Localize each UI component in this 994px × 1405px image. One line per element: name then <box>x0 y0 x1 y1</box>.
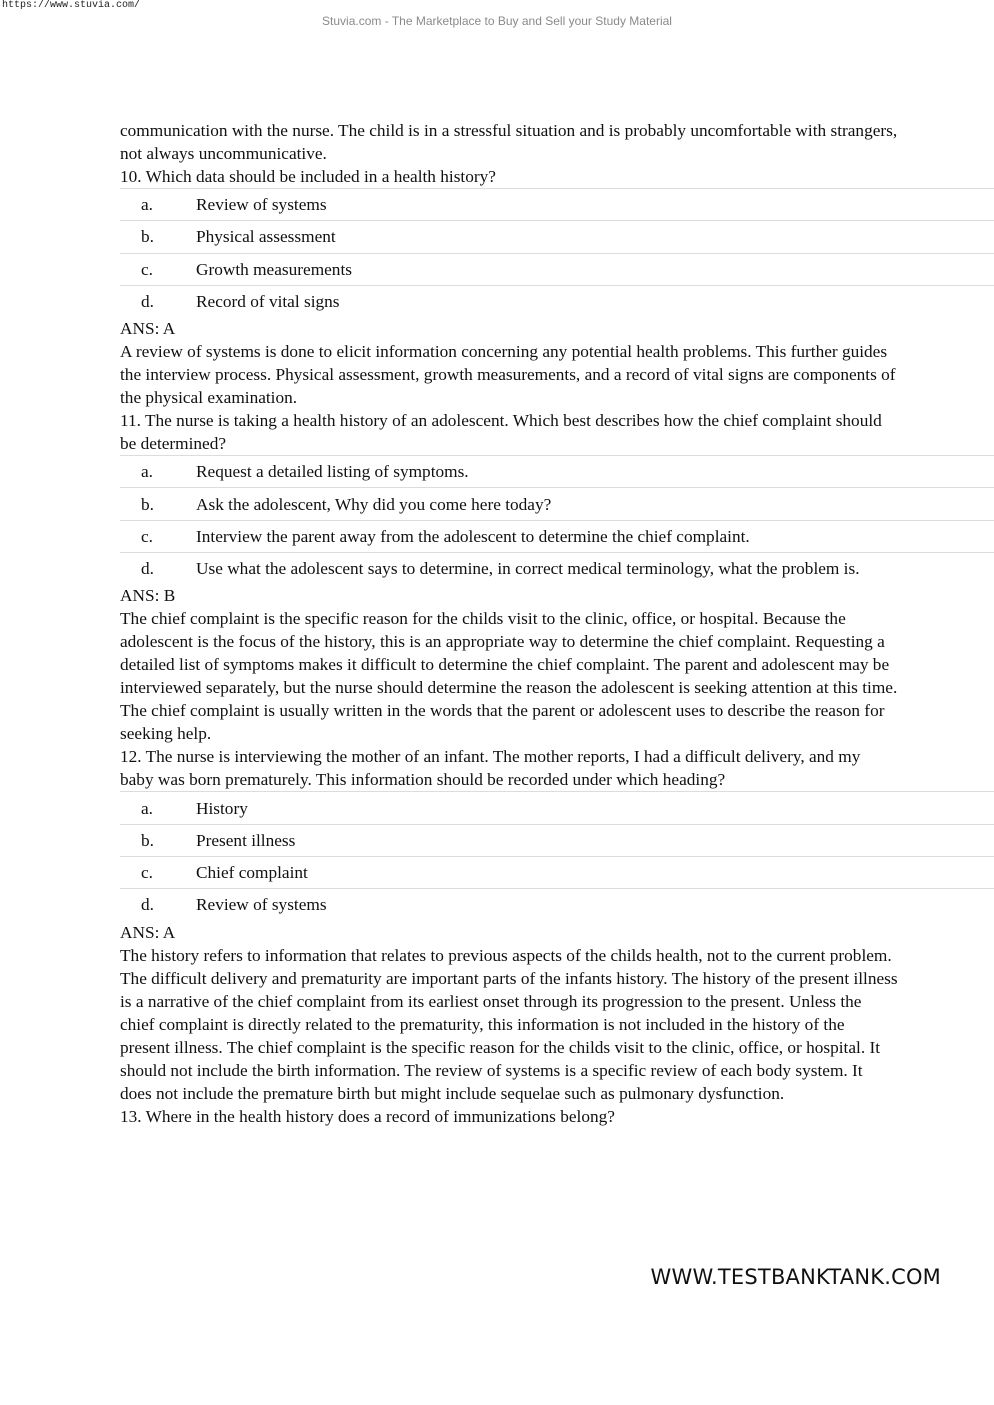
option-text: Record of vital signs <box>196 292 340 312</box>
option-text: Chief complaint <box>196 863 308 883</box>
option-text: Request a detailed listing of symptoms. <box>196 462 469 482</box>
option-text: Review of systems <box>196 895 327 915</box>
option-letter: c. <box>141 259 153 279</box>
option-text: Present illness <box>196 830 296 850</box>
option-row <box>120 888 994 920</box>
option-row <box>120 455 994 487</box>
footer-watermark: WWW.TESTBANKTANK.COM <box>650 1265 941 1289</box>
option-letter: a. <box>141 798 153 818</box>
answer-10: ANS: A <box>120 319 176 339</box>
option-letter: c. <box>141 863 153 883</box>
question-10: 10. Which data should be included in a health history? <box>120 167 496 186</box>
intro-text: communication with the nurse. The child is in a stressful situation and is probably uncomfortable with strangers, not always uncommunicative. <box>120 121 898 163</box>
option-letter: d. <box>141 895 154 915</box>
option-text: Physical assessment <box>196 227 336 247</box>
option-row <box>120 791 994 823</box>
question-10-options <box>120 188 994 317</box>
option-row <box>120 856 994 888</box>
site-header-title: Stuvia.com - The Marketplace to Buy and Sell your Study Material <box>322 14 672 28</box>
answer-11: ANS: B <box>120 586 176 606</box>
option-text: Use what the adolescent says to determine, in correct medical terminology, what the problem is. <box>196 559 860 579</box>
document-content <box>120 119 994 1128</box>
option-letter: d. <box>141 292 154 312</box>
option-letter: c. <box>141 526 153 546</box>
option-letter: a. <box>141 462 153 482</box>
option-text: Interview the parent away from the adolescent to determine the chief complaint. <box>196 526 750 546</box>
answer-12: ANS: A <box>120 922 176 942</box>
option-text: Growth measurements <box>196 259 352 279</box>
option-row <box>120 285 994 317</box>
option-row <box>120 520 994 552</box>
option-row <box>120 188 994 220</box>
option-letter: d. <box>141 559 154 579</box>
option-text: Ask the adolescent, Why did you come here today? <box>196 494 552 514</box>
question-12: 12. The nurse is interviewing the mother of an infant. The mother reports, I had a difficult delivery, and my baby was born prematurely. This information should be recorded under which heading? <box>120 747 861 790</box>
option-row <box>120 552 994 584</box>
question-12-options <box>120 791 994 920</box>
option-text: Review of systems <box>196 195 327 215</box>
option-letter: b. <box>141 494 154 514</box>
option-text: History <box>196 798 248 818</box>
option-letter: a. <box>141 195 153 215</box>
option-row <box>120 220 994 252</box>
option-letter: b. <box>141 830 154 850</box>
option-row <box>120 253 994 285</box>
option-letter: b. <box>141 227 154 247</box>
rationale-10: A review of systems is done to elicit information concerning any potential health problems. This further guides the interview process. Physical assessment, growth measurements, and a record of vital signs are components of the physical examination. <box>120 342 896 408</box>
question-11-options <box>120 455 994 584</box>
option-row <box>120 824 994 856</box>
option-row <box>120 487 994 519</box>
question-11: 11. The nurse is taking a health history of an adolescent. Which best describes how the chief complaint should be determined? <box>120 411 882 454</box>
question-13: 13. Where in the health history does a record of immunizations belong? <box>120 1106 615 1126</box>
rationale-11: The chief complaint is the specific reason for the childs visit to the clinic, office, or hospital. Because the adolescent is the focus of the history, this is an appropriate way to determine the chief complaint. Requesting a detailed list of symptoms makes it difficult to determine the chief complaint. The parent and adolescent may be interviewed separately, but the nurse should determine the reason the adolescent is seeking attention at this time. The chief complaint is usually written in the words that the parent or adolescent uses to describe the reason for seeking help. <box>120 609 898 744</box>
rationale-12: The history refers to information that relates to previous aspects of the childs health, not to the current problem. The difficult delivery and prematurity are important parts of the infants history. The history of the present illness is a narrative of the chief complaint from its earliest onset through its progression to the present. Unless the chief complaint is directly related to the prematurity, this information is not included in the history of the present illness. The chief complaint is the specific reason for the childs visit to the clinic, office, or hospital. It should not include the birth information. The review of systems is a specific review of each body system. It does not include the premature birth but might include sequelae such as pulmonary dysfunction. <box>120 945 898 1103</box>
source-url: https://www.stuvia.com/ <box>2 0 141 11</box>
